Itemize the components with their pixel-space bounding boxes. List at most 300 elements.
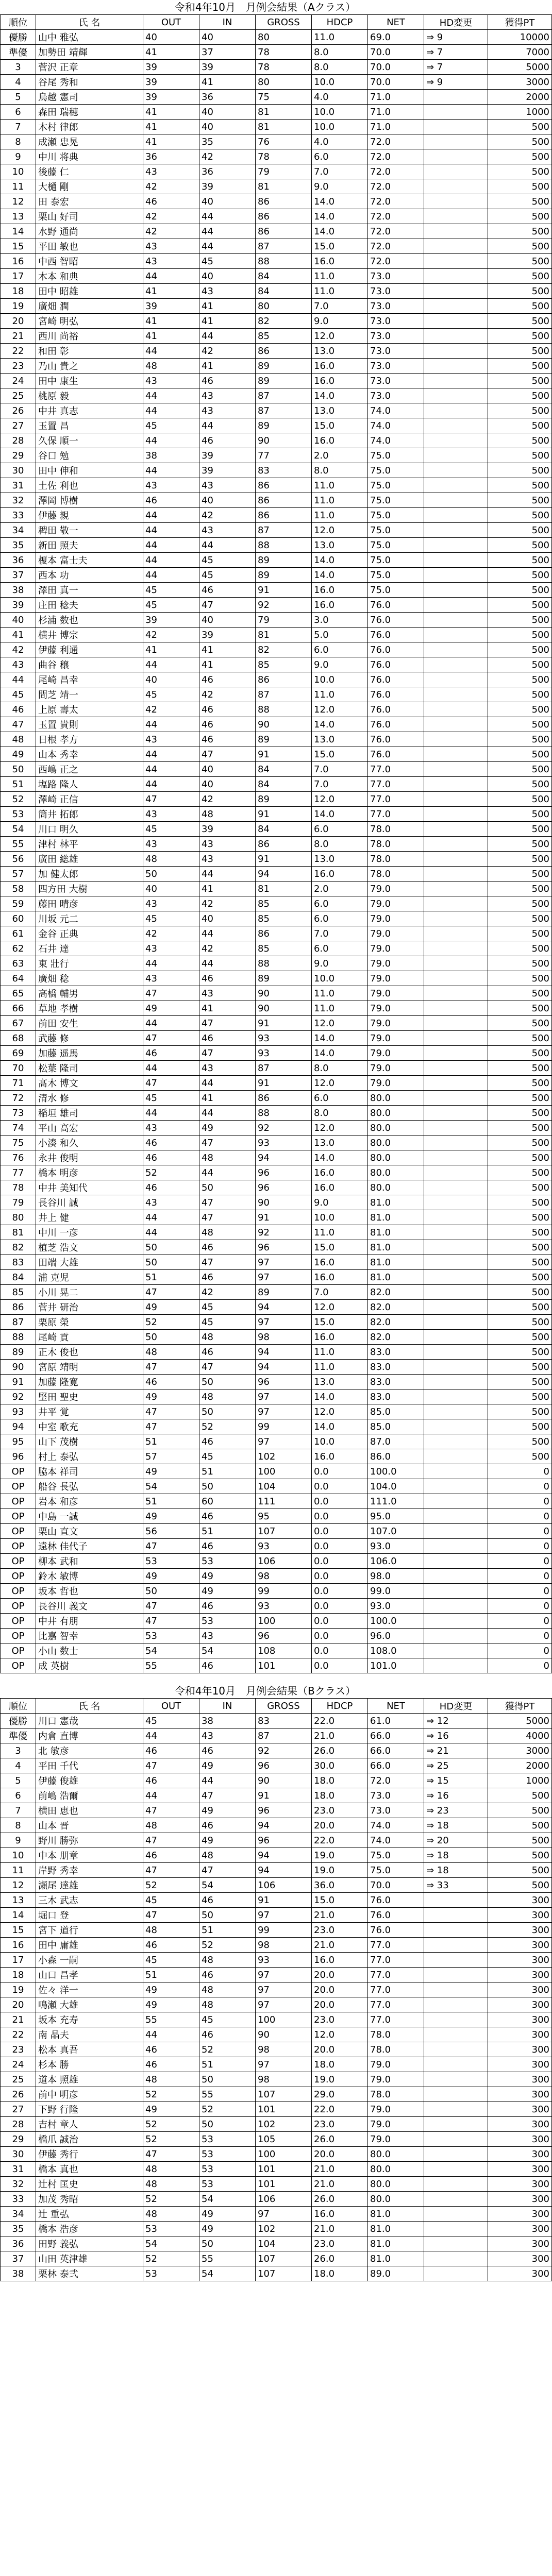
hd-change-cell (424, 1524, 488, 1539)
hd-change-cell (424, 2177, 488, 2192)
points-cell: 500 (488, 657, 552, 672)
net-cell: 76.0 (368, 613, 424, 628)
hdcp-cell: 11.0 (312, 1001, 368, 1016)
points-cell: 500 (488, 986, 552, 1001)
out-cell: 47 (143, 1285, 199, 1300)
net-cell: 69.0 (368, 30, 424, 45)
rank-cell: 3 (1, 1743, 36, 1758)
points-cell: 500 (488, 747, 552, 762)
in-cell: 40 (199, 269, 256, 284)
in-cell: 40 (199, 762, 256, 777)
net-cell: 98.0 (368, 1569, 424, 1584)
net-cell: 80.0 (368, 2177, 424, 2192)
hd-change-cell (424, 2192, 488, 2207)
net-cell: 76.0 (368, 747, 424, 762)
out-cell: 47 (143, 1360, 199, 1375)
name-cell: 栗林 泰弐 (36, 2266, 143, 2281)
name-cell: 山田 英津雄 (36, 2251, 143, 2266)
rank-cell: 20 (1, 314, 36, 329)
gross-cell: 83 (256, 1714, 312, 1728)
net-cell: 70.0 (368, 75, 424, 90)
name-cell: 塩路 隆人 (36, 777, 143, 792)
table-row (1, 1863, 552, 1878)
hd-change-cell (424, 1997, 488, 2012)
out-cell: 44 (143, 508, 199, 523)
hdcp-cell: 9.0 (312, 179, 368, 194)
out-cell: 51 (143, 1968, 199, 1982)
hdcp-cell: 14.0 (312, 553, 368, 568)
table-row (1, 1136, 552, 1150)
name-cell: 前中 明彦 (36, 2087, 143, 2102)
table-row (1, 194, 552, 209)
hdcp-cell: 2.0 (312, 448, 368, 463)
points-cell: 500 (488, 1031, 552, 1046)
points-cell: 500 (488, 1091, 552, 1106)
rank-cell: 25 (1, 2072, 36, 2087)
rank-cell: 71 (1, 1076, 36, 1091)
name-cell: 小湊 和久 (36, 1136, 143, 1150)
hdcp-cell: 7.0 (312, 1285, 368, 1300)
net-cell: 81.0 (368, 2207, 424, 2222)
out-cell: 46 (143, 1150, 199, 1165)
table-row (1, 2236, 552, 2251)
gross-cell: 96 (256, 1758, 312, 1773)
name-cell: 廣畑 潤 (36, 299, 143, 314)
rank-cell: OP (1, 1569, 36, 1584)
hdcp-cell: 10.0 (312, 971, 368, 986)
gross-cell: 98 (256, 2072, 312, 2087)
hd-change-cell (424, 852, 488, 867)
table-row (1, 1629, 552, 1643)
out-cell: 50 (143, 867, 199, 882)
in-cell: 54 (199, 2266, 256, 2281)
gross-cell: 94 (256, 1360, 312, 1375)
name-cell: 小山 数士 (36, 1643, 143, 1658)
hdcp-cell: 12.0 (312, 1076, 368, 1091)
in-cell: 46 (199, 1743, 256, 1758)
gross-cell: 97 (256, 1404, 312, 1419)
in-cell: 50 (199, 1404, 256, 1419)
name-cell: 中川 一彦 (36, 1225, 143, 1240)
table-row (1, 1968, 552, 1982)
rank-cell: 62 (1, 941, 36, 956)
gross-cell: 86 (256, 478, 312, 493)
table-row (1, 284, 552, 299)
gross-cell: 100 (256, 1464, 312, 1479)
in-cell: 44 (199, 329, 256, 344)
name-cell: 船谷 長弘 (36, 1479, 143, 1494)
out-cell: 47 (143, 1076, 199, 1091)
in-cell: 46 (199, 971, 256, 986)
gross-cell: 102 (256, 2222, 312, 2236)
hdcp-cell: 8.0 (312, 463, 368, 478)
net-cell: 73.0 (368, 374, 424, 388)
gross-cell: 92 (256, 598, 312, 613)
table-row (1, 1180, 552, 1195)
points-cell: 300 (488, 2012, 552, 2027)
rank-cell: 28 (1, 2117, 36, 2132)
header-gross: GROSS (256, 15, 312, 30)
net-cell: 72.0 (368, 179, 424, 194)
gross-cell: 106 (256, 2192, 312, 2207)
name-cell: 比嘉 智幸 (36, 1629, 143, 1643)
in-cell: 43 (199, 388, 256, 403)
net-cell: 79.0 (368, 1031, 424, 1046)
table-row (1, 299, 552, 314)
net-cell: 79.0 (368, 926, 424, 941)
points-cell: 500 (488, 1076, 552, 1091)
in-cell: 41 (199, 1001, 256, 1016)
hdcp-cell: 10.0 (312, 672, 368, 687)
hd-change-cell (424, 1106, 488, 1121)
in-cell: 49 (199, 1833, 256, 1848)
gross-cell: 86 (256, 344, 312, 359)
rank-cell: 優勝 (1, 1714, 36, 1728)
table-row (1, 269, 552, 284)
rank-cell: 45 (1, 687, 36, 702)
hd-change-cell (424, 433, 488, 448)
hd-change-cell (424, 2236, 488, 2251)
gross-cell: 91 (256, 1788, 312, 1803)
table-row (1, 1758, 552, 1773)
rank-cell: 47 (1, 717, 36, 732)
hdcp-cell: 30.0 (312, 1758, 368, 1773)
name-cell: 下野 行隆 (36, 2102, 143, 2117)
rank-cell: 19 (1, 299, 36, 314)
points-cell: 0 (488, 1494, 552, 1509)
points-cell: 500 (488, 194, 552, 209)
gross-cell: 101 (256, 1658, 312, 1673)
table-row (1, 1389, 552, 1404)
table-row (1, 374, 552, 388)
net-cell: 99.0 (368, 1584, 424, 1599)
table-row (1, 1345, 552, 1360)
hdcp-cell: 14.0 (312, 224, 368, 239)
rank-cell: 93 (1, 1404, 36, 1419)
hdcp-cell: 13.0 (312, 1375, 368, 1389)
points-cell: 500 (488, 1061, 552, 1076)
points-cell: 500 (488, 732, 552, 747)
rank-cell: OP (1, 1494, 36, 1509)
table-row (1, 2147, 552, 2162)
hdcp-cell: 21.0 (312, 1728, 368, 1743)
hd-change-cell (424, 1599, 488, 1614)
out-cell: 48 (143, 1818, 199, 1833)
in-cell: 40 (199, 613, 256, 628)
in-cell: 51 (199, 1923, 256, 1938)
hdcp-cell: 14.0 (312, 388, 368, 403)
out-cell: 39 (143, 60, 199, 75)
points-cell: 500 (488, 120, 552, 134)
net-cell: 76.0 (368, 732, 424, 747)
rank-cell: 準優 (1, 1728, 36, 1743)
name-cell: 木本 和典 (36, 269, 143, 284)
hd-change-cell (424, 747, 488, 762)
in-cell: 43 (199, 1629, 256, 1643)
name-cell: 伊藤 利通 (36, 642, 143, 657)
gross-cell: 104 (256, 2236, 312, 2251)
table-row (1, 1584, 552, 1599)
gross-cell: 96 (256, 1803, 312, 1818)
table-row (1, 1833, 552, 1848)
hdcp-cell: 0.0 (312, 1539, 368, 1554)
hd-change-cell (424, 463, 488, 478)
points-cell: 500 (488, 538, 552, 553)
hd-change-cell (424, 1539, 488, 1554)
points-cell: 500 (488, 568, 552, 583)
table-row (1, 359, 552, 374)
net-cell: 80.0 (368, 1165, 424, 1180)
rank-cell: 78 (1, 1180, 36, 1195)
hdcp-cell: 7.0 (312, 299, 368, 314)
hd-change-cell (424, 120, 488, 134)
gross-cell: 79 (256, 164, 312, 179)
points-cell: 500 (488, 702, 552, 717)
points-cell: 500 (488, 1848, 552, 1863)
table-row (1, 926, 552, 941)
rank-cell: 81 (1, 1225, 36, 1240)
in-cell: 44 (199, 867, 256, 882)
net-cell: 72.0 (368, 209, 424, 224)
in-cell: 47 (199, 1255, 256, 1270)
name-cell: 橋本 真也 (36, 2162, 143, 2177)
out-cell: 49 (143, 1300, 199, 1315)
in-cell: 42 (199, 344, 256, 359)
name-cell: 久保 順一 (36, 433, 143, 448)
gross-cell: 81 (256, 882, 312, 896)
out-cell: 47 (143, 1863, 199, 1878)
gross-cell: 77 (256, 448, 312, 463)
table-row (1, 1046, 552, 1061)
net-cell: 79.0 (368, 911, 424, 926)
hd-change-cell (424, 2132, 488, 2147)
hdcp-cell: 6.0 (312, 149, 368, 164)
net-cell: 77.0 (368, 762, 424, 777)
name-cell: 辻 重弘 (36, 2207, 143, 2222)
table-row (1, 1375, 552, 1389)
points-cell: 500 (488, 926, 552, 941)
points-cell: 500 (488, 329, 552, 344)
header-name: 氏 名 (36, 1699, 143, 1714)
net-cell: 73.0 (368, 329, 424, 344)
points-cell: 0 (488, 1479, 552, 1494)
name-cell: 川坂 元二 (36, 911, 143, 926)
rank-cell: OP (1, 1539, 36, 1554)
gross-cell: 82 (256, 314, 312, 329)
hdcp-cell: 10.0 (312, 105, 368, 120)
hd-change-cell: ⇒ 9 (424, 75, 488, 90)
out-cell: 42 (143, 702, 199, 717)
gross-cell: 86 (256, 508, 312, 523)
in-cell: 40 (199, 911, 256, 926)
hd-change-cell (424, 1180, 488, 1195)
table-row (1, 762, 552, 777)
hd-change-cell (424, 1893, 488, 1908)
rank-cell: 56 (1, 852, 36, 867)
points-cell: 300 (488, 2117, 552, 2132)
name-cell: 津村 林平 (36, 837, 143, 852)
net-cell: 79.0 (368, 1016, 424, 1031)
in-cell: 47 (199, 1863, 256, 1878)
points-cell: 500 (488, 1300, 552, 1315)
rank-cell: 32 (1, 2177, 36, 2192)
name-cell: 菅沢 正章 (36, 60, 143, 75)
net-cell: 75.0 (368, 463, 424, 478)
hdcp-cell: 4.0 (312, 90, 368, 105)
in-cell: 49 (199, 1758, 256, 1773)
out-cell: 49 (143, 1509, 199, 1524)
net-cell: 77.0 (368, 777, 424, 792)
points-cell: 500 (488, 1121, 552, 1136)
points-cell: 0 (488, 1524, 552, 1539)
in-cell: 50 (199, 2236, 256, 2251)
rank-cell: 85 (1, 1285, 36, 1300)
hdcp-cell: 0.0 (312, 1584, 368, 1599)
gross-cell: 98 (256, 2042, 312, 2057)
hdcp-cell: 0.0 (312, 1524, 368, 1539)
gross-cell: 88 (256, 702, 312, 717)
hd-change-cell (424, 1330, 488, 1345)
table-row (1, 433, 552, 448)
table-row (1, 75, 552, 90)
points-cell: 500 (488, 553, 552, 568)
hdcp-cell: 0.0 (312, 1464, 368, 1479)
points-cell: 0 (488, 1509, 552, 1524)
hd-change-cell (424, 2102, 488, 2117)
out-cell: 51 (143, 1270, 199, 1285)
out-cell: 44 (143, 1210, 199, 1225)
gross-cell: 93 (256, 1031, 312, 1046)
table-row (1, 478, 552, 493)
hdcp-cell: 12.0 (312, 792, 368, 807)
hd-change-cell (424, 1968, 488, 1982)
name-cell: 中川 将典 (36, 149, 143, 164)
points-cell: 4000 (488, 1728, 552, 1743)
rank-cell: 17 (1, 269, 36, 284)
table-row (1, 1818, 552, 1833)
in-cell: 45 (199, 1300, 256, 1315)
in-cell: 39 (199, 628, 256, 642)
points-cell: 500 (488, 508, 552, 523)
name-cell: 平山 高宏 (36, 1121, 143, 1136)
net-cell: 73.0 (368, 314, 424, 329)
hdcp-cell: 23.0 (312, 1803, 368, 1818)
hdcp-cell: 16.0 (312, 583, 368, 598)
name-cell: 堅田 聖史 (36, 1389, 143, 1404)
rank-cell: 59 (1, 896, 36, 911)
gross-cell: 91 (256, 583, 312, 598)
out-cell: 43 (143, 896, 199, 911)
net-cell: 79.0 (368, 2057, 424, 2072)
hd-change-cell (424, 523, 488, 538)
name-cell: 松葉 隆司 (36, 1061, 143, 1076)
in-cell: 48 (199, 1330, 256, 1345)
points-cell: 500 (488, 149, 552, 164)
hdcp-cell: 3.0 (312, 613, 368, 628)
header-gross: GROSS (256, 1699, 312, 1714)
hdcp-cell: 7.0 (312, 762, 368, 777)
points-cell: 300 (488, 1893, 552, 1908)
points-cell: 300 (488, 2222, 552, 2236)
hd-change-cell (424, 493, 488, 508)
in-cell: 50 (199, 1479, 256, 1494)
name-cell: 坂本 充寿 (36, 2012, 143, 2027)
net-cell: 76.0 (368, 1923, 424, 1938)
name-cell: 澤岡 博樹 (36, 493, 143, 508)
rank-cell: 準優 (1, 45, 36, 60)
points-cell: 500 (488, 493, 552, 508)
hdcp-cell: 0.0 (312, 1658, 368, 1673)
name-cell: 玉置 貴則 (36, 717, 143, 732)
points-cell: 500 (488, 672, 552, 687)
out-cell: 45 (143, 687, 199, 702)
in-cell: 40 (199, 120, 256, 134)
out-cell: 49 (143, 1997, 199, 2012)
table-row (1, 732, 552, 747)
in-cell: 50 (199, 2072, 256, 2087)
in-cell: 46 (199, 702, 256, 717)
out-cell: 49 (143, 1569, 199, 1584)
hd-change-cell (424, 568, 488, 583)
points-cell: 500 (488, 628, 552, 642)
name-cell: 長谷川 義文 (36, 1599, 143, 1614)
hd-change-cell (424, 2072, 488, 2087)
hd-change-cell (424, 2042, 488, 2057)
in-cell: 50 (199, 2117, 256, 2132)
rank-cell: 22 (1, 344, 36, 359)
rank-cell: 53 (1, 807, 36, 822)
gross-cell: 86 (256, 837, 312, 852)
table-row (1, 508, 552, 523)
name-cell: 佐々 洋一 (36, 1982, 143, 1997)
net-cell: 77.0 (368, 1968, 424, 1982)
points-cell: 500 (488, 1360, 552, 1375)
in-cell: 46 (199, 1509, 256, 1524)
net-cell: 77.0 (368, 1997, 424, 2012)
in-cell: 47 (199, 1360, 256, 1375)
hd-change-cell (424, 1345, 488, 1360)
out-cell: 52 (143, 2087, 199, 2102)
rank-cell: 11 (1, 179, 36, 194)
out-cell: 44 (143, 747, 199, 762)
out-cell: 49 (143, 1001, 199, 1016)
points-cell: 300 (488, 1997, 552, 2012)
out-cell: 43 (143, 1121, 199, 1136)
points-cell: 500 (488, 1315, 552, 1330)
net-cell: 76.0 (368, 687, 424, 702)
in-cell: 41 (199, 314, 256, 329)
net-cell: 79.0 (368, 2102, 424, 2117)
points-cell: 500 (488, 388, 552, 403)
table-row (1, 448, 552, 463)
in-cell: 45 (199, 2012, 256, 2027)
net-cell: 75.0 (368, 478, 424, 493)
net-cell: 81.0 (368, 1225, 424, 1240)
hdcp-cell: 10.0 (312, 1434, 368, 1449)
rank-cell: 83 (1, 1255, 36, 1270)
table-row (1, 1464, 552, 1479)
rank-cell: 27 (1, 418, 36, 433)
points-cell: 500 (488, 1136, 552, 1150)
table-row (1, 1773, 552, 1788)
table-row (1, 1658, 552, 1673)
hdcp-cell: 14.0 (312, 194, 368, 209)
table-row (1, 1893, 552, 1908)
hdcp-cell: 9.0 (312, 1195, 368, 1210)
points-cell: 500 (488, 1375, 552, 1389)
out-cell: 41 (143, 45, 199, 60)
table-row (1, 134, 552, 149)
